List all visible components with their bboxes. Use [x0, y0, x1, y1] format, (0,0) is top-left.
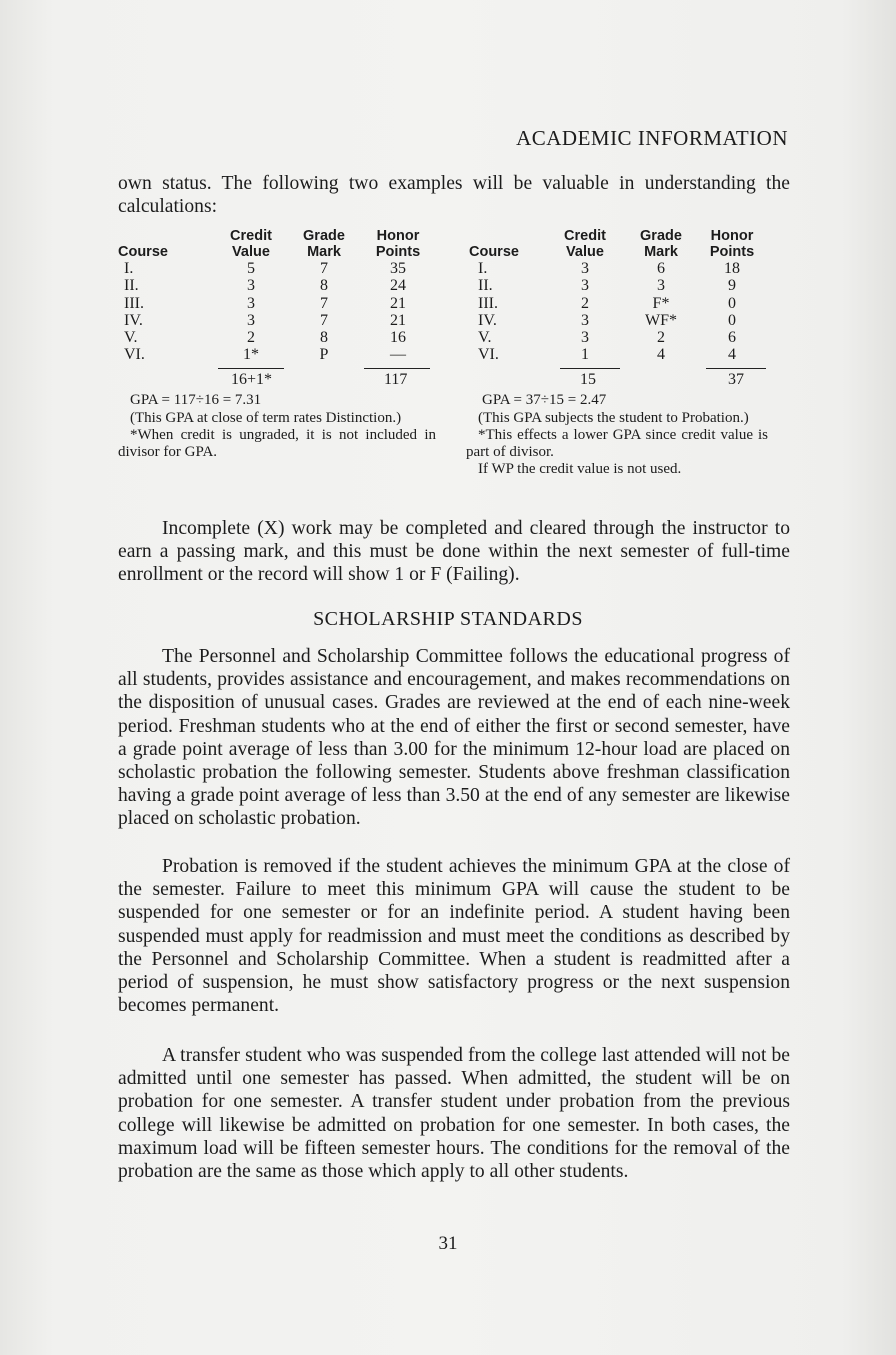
footnote: If WP the credit value is not used. — [478, 460, 682, 477]
gpa-formula: GPA = 117÷16 = 7.31 — [130, 391, 262, 408]
total-credit: 16+1* — [231, 370, 273, 388]
col-header-course: Course — [469, 244, 519, 260]
cell-course: III. — [124, 294, 144, 312]
col-header-course: Course — [118, 244, 168, 260]
total-points: 37 — [728, 370, 744, 388]
cell-grade: 4 — [657, 346, 665, 364]
total-rule — [560, 368, 620, 369]
cell-points: 21 — [390, 311, 406, 329]
paragraph: Probation is removed if the student achieves the minimum GPA at the close of the semester. Failure to meet this minimum GPA will cause the student to be suspended for one semester or for an indefinite period. A student having been suspended must apply for readmission and must meet the conditions as described by the Personnel and Scholarship Committee. When a student is readmitted after a period of suspension, he must show satisfactory progress or the next suspension becomes permanent. — [118, 856, 790, 1017]
footnote: *When credit is ungraded, it is not included in divisor for GPA. — [118, 426, 436, 460]
cell-grade: 8 — [320, 277, 328, 295]
cell-credit: 2 — [581, 294, 589, 312]
total-rule — [364, 368, 430, 369]
example-left — [118, 228, 436, 461]
cell-course: V. — [478, 329, 492, 347]
intro-paragraph: own status. The following two examples will be valuable in understanding the calculations: — [118, 173, 790, 218]
total-points: 117 — [384, 370, 408, 388]
cell-points: 6 — [728, 329, 736, 347]
total-rule — [706, 368, 766, 369]
table-row — [466, 329, 768, 346]
cell-course: IV. — [478, 311, 497, 329]
cell-points: — — [390, 346, 406, 364]
cell-points: 9 — [728, 277, 736, 295]
cell-credit: 3 — [581, 260, 589, 277]
paragraph: A transfer student who was suspended from the college last attended will not be admitted until one semester has passed. When admitted, the student will be on probation for one semester. A transfer student under probation from the previous college will likewise be admitted on probation for one semester. In both cases, the maximum load will be fifteen semester hours. The conditions for the removal of the probation are the same as those which apply to all other students. — [118, 1045, 790, 1183]
table-row — [118, 312, 436, 329]
total-credit: 15 — [580, 370, 596, 388]
cell-course: III. — [478, 294, 498, 312]
cell-grade: F* — [652, 294, 670, 312]
total-rule — [218, 368, 284, 369]
cell-credit: 1 — [581, 346, 589, 364]
table-header-row — [118, 228, 436, 260]
cell-credit: 3 — [247, 294, 255, 312]
gpa-examples — [118, 228, 790, 523]
cell-points: 24 — [390, 277, 406, 295]
table-row — [466, 260, 768, 277]
table-row — [118, 260, 436, 277]
cell-points: 16 — [390, 329, 406, 347]
cell-points: 35 — [390, 260, 406, 277]
table-row — [466, 295, 768, 312]
cell-points: 4 — [728, 346, 736, 364]
cell-credit: 3 — [581, 329, 589, 347]
incomplete-paragraph: Incomplete (X) work may be completed and cleared through the instructor to earn a passing mark, and this must be done within the next semester of full-time enrollment or the record will show 1 or F (Failing). — [118, 518, 790, 586]
cell-grade: 7 — [320, 311, 328, 329]
col-header-points: Honor Points — [375, 228, 421, 260]
cell-points: 0 — [728, 294, 736, 312]
page-number: 31 — [438, 1233, 458, 1254]
cell-grade: 7 — [320, 294, 328, 312]
table-row — [466, 277, 768, 294]
totals-row — [118, 364, 436, 392]
cell-points: 0 — [728, 311, 736, 329]
table-row — [118, 295, 436, 312]
cell-grade: 7 — [320, 260, 328, 277]
cell-course: V. — [124, 329, 138, 347]
cell-credit: 3 — [581, 277, 589, 295]
cell-points: 21 — [390, 294, 406, 312]
table-row — [118, 346, 436, 363]
cell-grade: 3 — [657, 277, 665, 295]
cell-credit: 5 — [247, 260, 255, 277]
cell-credit: 2 — [247, 329, 255, 347]
cell-course: IV. — [124, 311, 143, 329]
cell-grade: P — [319, 346, 329, 364]
cell-course: II. — [478, 277, 493, 295]
cell-grade: 6 — [657, 260, 665, 277]
col-header-points: Honor Points — [709, 228, 755, 260]
cell-course: I. — [478, 260, 488, 277]
col-header-grade: Grade Mark — [303, 228, 345, 260]
footnote: *This effects a lower GPA since credit value is part of divisor. — [466, 426, 768, 460]
totals-row — [466, 364, 768, 392]
cell-credit: 3 — [247, 277, 255, 295]
section-heading: SCHOLARSHIP STANDARDS — [313, 608, 583, 630]
cell-points: 18 — [724, 260, 740, 277]
table-row — [118, 329, 436, 346]
table-row — [466, 312, 768, 329]
col-header-grade: Grade Mark — [640, 228, 682, 260]
cell-course: II. — [124, 277, 139, 295]
gpa-note: (This GPA at close of term rates Distinction.) — [130, 409, 402, 426]
cell-credit: 1* — [243, 346, 259, 364]
gpa-note: (This GPA subjects the student to Probation.) — [478, 409, 749, 426]
table-header-row — [466, 228, 768, 260]
col-header-credit: Credit Value — [230, 228, 272, 260]
col-header-credit: Credit Value — [564, 228, 606, 260]
running-header: ACADEMIC INFORMATION — [516, 126, 788, 150]
example-right — [466, 228, 768, 478]
table-row — [118, 277, 436, 294]
table-row — [466, 346, 768, 363]
paragraph: The Personnel and Scholarship Committee follows the educational progress of all students, provides assistance and encouragement, and makes recommendations on the disposition of unusual cases. Grades are reviewed at the end of each nine-week period. Freshman students who at the end of either the first or second semester, have a grade point average of less than 3.00 for the minimum 12-hour load are placed on scholastic probation the following semester. Students above freshman classification having a grade point average of less than 3.50 at the end of any semester are likewise placed on scholastic probation. — [118, 646, 790, 830]
cell-grade: 2 — [657, 329, 665, 347]
grade-table-right — [466, 228, 768, 364]
cell-grade: WF* — [645, 311, 677, 329]
cell-grade: 8 — [320, 329, 328, 347]
grade-table-left — [118, 228, 436, 364]
gpa-formula: GPA = 37÷15 = 2.47 — [482, 391, 607, 408]
cell-course: I. — [124, 260, 134, 277]
cell-credit: 3 — [581, 311, 589, 329]
cell-course: VI. — [124, 346, 145, 364]
cell-credit: 3 — [247, 311, 255, 329]
cell-course: VI. — [478, 346, 499, 364]
